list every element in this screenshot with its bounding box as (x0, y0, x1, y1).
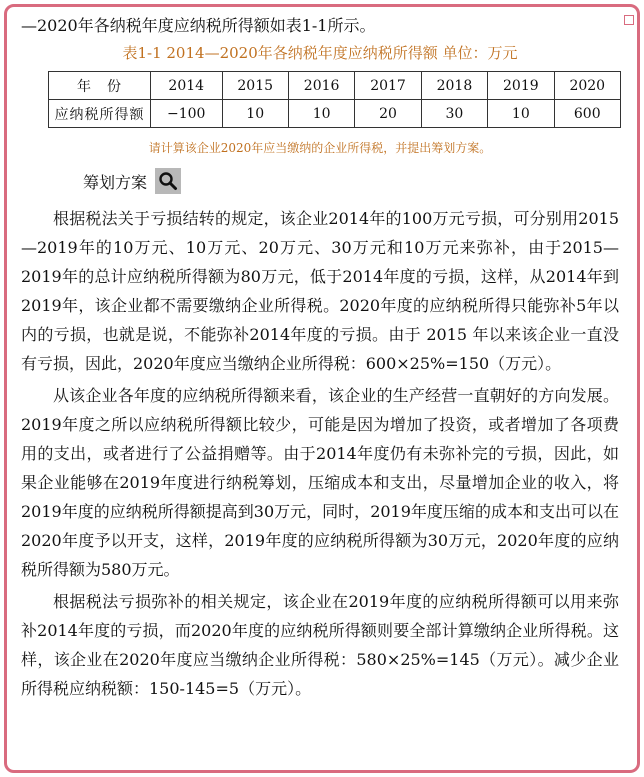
task-prompt: 请计算该企业2020年应当缴纳的企业所得税，并提出筹划方案。 (148, 141, 492, 155)
value-cell: 10 (288, 100, 354, 128)
frame-corner-mark (624, 15, 634, 25)
paragraph: 根据税法关于亏损结转的规定，该企业2014年的100万元亏损，可分别用2015—2019年的10万元、10万元、20万元、30万元和10万元来弥补，由于2015—2019年的总计应纳税所得额为80万元，低于2014年度的亏损，这样，从2014年到2019年，该企业都不需要缴纳企业所得税。2020年度的应纳税所得只能弥补5年以内的亏损，也就是说，不能弥补2014年度的亏损。由于 2015 年以来该企业一直没有亏损，因此，2020年度应当缴纳企业所得税：600×25%=150（万元）。 (21, 209, 619, 373)
table-value-row (49, 100, 621, 128)
year-cell: 2020 (554, 72, 620, 100)
year-cell: 2017 (355, 72, 421, 100)
intro-line: —2020年各纳税年度应纳税所得额如表1-1所示。 (21, 16, 376, 35)
value-cell: 10 (488, 100, 554, 128)
row-label-cell: 应纳税所得额 (49, 100, 151, 128)
value-cell: 10 (222, 100, 288, 128)
search-icon[interactable] (155, 168, 181, 194)
value-cell: 600 (554, 100, 620, 128)
year-cell: 2018 (421, 72, 487, 100)
plan-heading (83, 166, 619, 196)
year-cell: 2016 (288, 72, 354, 100)
tax-table (48, 71, 621, 128)
header-label-cell: 年 份 (49, 72, 151, 100)
paragraph: 从该企业各年度的应纳税所得额来看，该企业的生产经营一直朝好的方向发展。2019年度之所以应纳税所得额比较少，可能是因为增加了投资，或者增加了各项费用的支出，或者进行了公益捐赠等。由于2014年度仍有未弥补完的亏损，因此，如果企业能够在2019年度进行纳税筹划，压缩成本和支出，尽量增加企业的收入，将2019年度的应纳税所得额提高到30万元，同时，2019年度压缩的成本和支出可以在2020年度予以开支，这样，2019年度的应纳税所得额为30万元，2020年度的应纳税所得额为580万元。 (21, 386, 619, 579)
document-body (21, 13, 619, 706)
plan-title: 筹划方案 (83, 172, 148, 192)
value-cell: 30 (421, 100, 487, 128)
value-cell: −100 (151, 100, 223, 128)
year-cell: 2014 (151, 72, 223, 100)
document-frame (4, 4, 640, 773)
table-header-row (49, 72, 621, 100)
year-cell: 2015 (222, 72, 288, 100)
paragraph: 根据税法亏损弥补的相关规定，该企业在2019年度的应纳税所得额可以用来弥补2014年度的亏损，而2020年度的应纳税所得额则要全部计算缴纳企业所得税。这样，该企业在2020年度应当缴纳企业所得税：580×25%=145（万元）。减少企业所得税应纳税额：150-145=5（万元）。 (21, 592, 619, 698)
table-caption: 表1-1 2014—2020年各纳税年度应纳税所得额 单位：万元 (122, 44, 518, 62)
year-cell: 2019 (488, 72, 554, 100)
value-cell: 20 (355, 100, 421, 128)
